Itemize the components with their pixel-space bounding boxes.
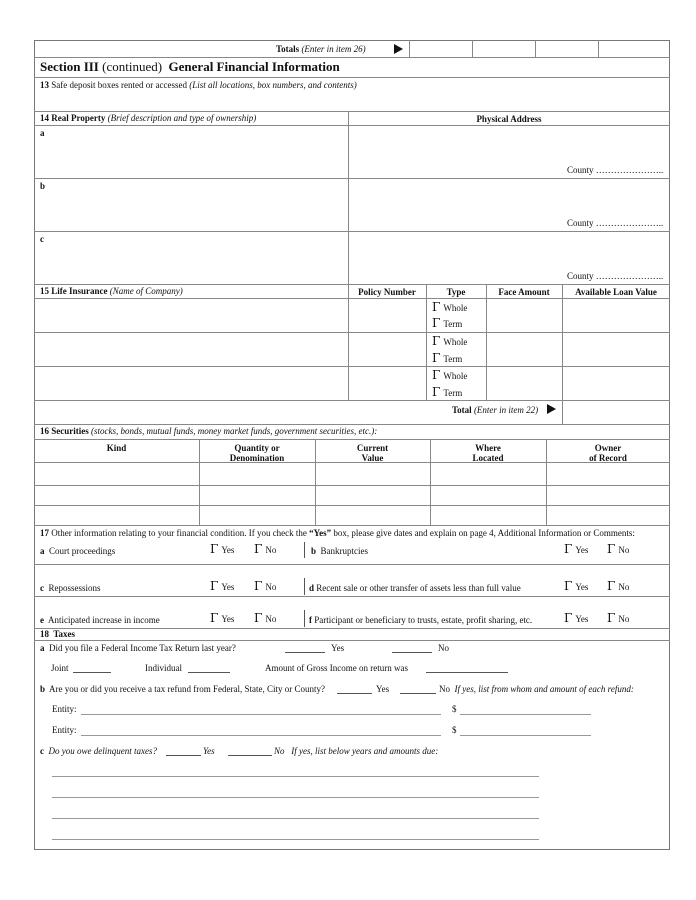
- individual-label: Individual: [145, 663, 182, 673]
- insurance-3-whole-checkbox[interactable]: [432, 370, 467, 382]
- tax-c-hint: If yes, list below years and amounts due:: [291, 746, 439, 756]
- checkbox-icon: Γ: [564, 542, 573, 556]
- item17-intro-pre: Other information relating to your financial condition. If you check the: [51, 528, 310, 538]
- checkbox-icon: Γ: [254, 611, 263, 625]
- insurance-3-face-amount[interactable]: [487, 367, 561, 400]
- totals-cell-4[interactable]: [599, 41, 669, 57]
- question-f: [309, 615, 532, 626]
- face-amount-header: Face Amount: [498, 287, 550, 297]
- question-d-no-checkbox[interactable]: [607, 581, 629, 593]
- tax-b-hint: If yes, list from whom and amount of each refund:: [454, 684, 634, 694]
- property-row-a-letter: a: [40, 128, 45, 138]
- question-e-no-checkbox[interactable]: [254, 613, 276, 625]
- checkbox-icon: Γ: [607, 579, 616, 593]
- tax-b-yes-label: Yes: [376, 684, 390, 694]
- item18-number: 18: [40, 629, 49, 639]
- current-value-header: [315, 443, 430, 463]
- question-b: [311, 546, 368, 557]
- tax-a-no-blank[interactable]: [392, 643, 432, 653]
- item16-number: 16: [40, 426, 49, 436]
- question-text: Are you or did you receive a tax refund from Federal, State, City or County?: [49, 684, 325, 694]
- joint-label: Joint: [51, 663, 69, 673]
- question-letter: a: [40, 643, 45, 653]
- question-letter: f: [309, 615, 312, 625]
- yes-label: Yes: [575, 614, 589, 624]
- securities-row-1[interactable]: [35, 463, 669, 484]
- checkbox-icon: Γ: [607, 611, 616, 625]
- delinquent-taxes-line-2[interactable]: [52, 797, 539, 798]
- entity-2-field[interactable]: [81, 735, 441, 736]
- insurance-3-company[interactable]: [35, 367, 347, 400]
- checkbox-icon: Γ: [564, 579, 573, 593]
- tax-a-no-label: No: [438, 643, 449, 653]
- insurance-1-loan-value[interactable]: [563, 299, 669, 331]
- delinquent-taxes-line-1[interactable]: [52, 776, 539, 777]
- property-c-description[interactable]: [35, 232, 347, 283]
- tax-a-yes-label: Yes: [331, 643, 345, 653]
- totals-cell-2[interactable]: [473, 41, 534, 57]
- tax-question-a: [40, 643, 236, 654]
- section-title-rest: General Financial Information: [168, 59, 340, 74]
- whole-label: Whole: [443, 371, 468, 381]
- entity-1-field[interactable]: [81, 714, 441, 715]
- yes-label: Yes: [221, 582, 235, 592]
- insurance-total-field[interactable]: [563, 401, 669, 424]
- no-label: No: [618, 614, 630, 624]
- insurance-1-face-amount[interactable]: [487, 299, 561, 331]
- question-c: [40, 583, 101, 594]
- total-hint: (Enter in item 22): [473, 405, 539, 415]
- property-b-county: County …………………..: [567, 218, 664, 228]
- question-b-no-checkbox[interactable]: [607, 544, 629, 556]
- owner-header-line1: Owner: [594, 443, 622, 453]
- totals-cell-3[interactable]: [536, 41, 597, 57]
- whole-label: Whole: [443, 303, 468, 313]
- property-row-b-letter: b: [40, 181, 46, 191]
- checkbox-icon: Γ: [210, 579, 219, 593]
- checkbox-icon: Γ: [432, 368, 441, 382]
- tax-b-yes-blank[interactable]: [337, 684, 372, 694]
- insurance-2-company[interactable]: [35, 333, 347, 366]
- gross-income-blank[interactable]: [426, 663, 508, 673]
- entity-2-amount-field[interactable]: [460, 735, 591, 736]
- arrow-right-icon: [547, 404, 556, 414]
- checkbox-icon: Γ: [432, 334, 441, 348]
- checkbox-icon: Γ: [210, 542, 219, 556]
- where-located-header-line2: Located: [472, 453, 504, 463]
- item13-number: 13: [40, 80, 49, 90]
- safe-deposit-field[interactable]: [35, 92, 669, 109]
- entity-1-label: Entity:: [52, 704, 77, 714]
- owner-header-line2: of Record: [589, 453, 627, 463]
- item16-label: [40, 426, 377, 437]
- entity-2-dollar: $: [452, 725, 457, 735]
- totals-cell-1[interactable]: [410, 41, 471, 57]
- checkbox-icon: Γ: [607, 542, 616, 556]
- checkbox-icon: Γ: [432, 316, 441, 330]
- tax-question-c: [40, 746, 157, 757]
- insurance-2-face-amount[interactable]: [487, 333, 561, 366]
- entity-1-dollar: $: [452, 704, 457, 714]
- insurance-2-whole-checkbox[interactable]: [432, 336, 467, 348]
- individual-blank[interactable]: [188, 663, 230, 673]
- kind-header: [34, 443, 199, 453]
- item18-text: Taxes: [53, 629, 76, 639]
- securities-row-2[interactable]: [35, 486, 669, 505]
- tax-c-no-label: No: [274, 746, 285, 756]
- section-title-bold: Section III: [40, 59, 99, 74]
- tax-c-no-and-hint: [274, 746, 438, 757]
- arrow-right-icon: [394, 44, 403, 54]
- tax-c-yes-blank[interactable]: [166, 746, 201, 756]
- insurance-1-company[interactable]: [35, 299, 347, 331]
- question-e: [40, 615, 160, 626]
- where-located-header-line1: Where: [475, 443, 501, 453]
- tax-question-b: [40, 684, 325, 695]
- item13-hint: (List all locations, box numbers, and contents): [189, 80, 357, 90]
- checkbox-icon: Γ: [254, 542, 263, 556]
- term-label: Term: [443, 319, 463, 329]
- section-title-normal: (continued): [102, 59, 163, 74]
- item14-label: [40, 113, 256, 124]
- question-d: [309, 583, 521, 594]
- item15-number: 15: [40, 286, 49, 296]
- checkbox-icon: Γ: [432, 385, 441, 399]
- current-value-header-line1: Current: [356, 443, 389, 453]
- tax-a-yes-blank[interactable]: [285, 643, 325, 653]
- available-loan-value-header: Available Loan Value: [575, 287, 657, 297]
- question-a-no-checkbox[interactable]: [254, 544, 276, 556]
- insurance-2-term-checkbox[interactable]: [432, 353, 462, 365]
- totals-text: Totals: [276, 44, 300, 54]
- kind-header-text: Kind: [106, 443, 127, 453]
- no-label: No: [618, 545, 630, 555]
- item14-number: 14: [40, 113, 49, 123]
- term-label: Term: [443, 388, 463, 398]
- securities-row-3[interactable]: [35, 506, 669, 525]
- question-f-no-checkbox[interactable]: [607, 613, 629, 625]
- item15-hint: (Name of Company): [109, 286, 183, 296]
- totals-label: [276, 44, 366, 55]
- insurance-3-term-checkbox[interactable]: [432, 387, 462, 399]
- question-letter: b: [311, 546, 317, 556]
- insurance-3-loan-value[interactable]: [563, 367, 669, 400]
- question-c-no-checkbox[interactable]: [254, 581, 276, 593]
- tax-b-no-and-hint: [439, 684, 634, 695]
- item17-intro: [40, 528, 635, 539]
- yes-label: Yes: [221, 614, 235, 624]
- property-a-description[interactable]: [35, 126, 347, 177]
- owner-header: [546, 443, 670, 463]
- item14-hint: (Brief description and type of ownership): [107, 113, 257, 123]
- tax-c-no-blank[interactable]: [228, 746, 272, 756]
- question-a: [40, 546, 115, 557]
- item14-text: Real Property: [51, 113, 106, 123]
- checkbox-icon: Γ: [254, 579, 263, 593]
- item17-number: 17: [40, 528, 49, 538]
- where-located-header: [430, 443, 546, 463]
- quantity-header-line2: Denomination: [229, 453, 285, 463]
- question-letter: c: [40, 583, 44, 593]
- item13-text: Safe deposit boxes rented or accessed: [51, 80, 187, 90]
- quantity-header: [199, 443, 315, 463]
- tax-c-yes-label: Yes: [203, 746, 215, 756]
- type-header: Type: [446, 287, 466, 297]
- question-letter: b: [40, 684, 46, 694]
- question-text: Participant or beneficiary to trusts, estate, profit sharing, etc.: [314, 615, 533, 625]
- property-row-c-letter: c: [40, 234, 44, 244]
- no-label: No: [265, 582, 277, 592]
- property-c-county: County …………………..: [567, 271, 664, 281]
- delinquent-taxes-line-4[interactable]: [52, 839, 539, 840]
- no-label: No: [265, 545, 277, 555]
- policy-number-header: Policy Number: [358, 287, 416, 297]
- checkbox-icon: Γ: [432, 300, 441, 314]
- property-b-description[interactable]: [35, 179, 347, 230]
- insurance-total-label: [452, 405, 538, 416]
- question-text: Do you owe delinquent taxes?: [48, 746, 157, 756]
- physical-address-header: Physical Address: [476, 114, 542, 124]
- insurance-1-policy-number[interactable]: [349, 299, 425, 331]
- item15-label: [40, 286, 183, 297]
- question-letter: c: [40, 746, 44, 756]
- term-label: Term: [443, 354, 463, 364]
- item13-label: [40, 80, 357, 91]
- insurance-1-term-checkbox[interactable]: [432, 318, 462, 330]
- insurance-2-policy-number[interactable]: [349, 333, 425, 366]
- question-c-yes-checkbox[interactable]: [210, 581, 234, 593]
- question-text: Anticipated increase in income: [48, 615, 160, 625]
- joint-blank[interactable]: [73, 663, 111, 673]
- question-d-yes-checkbox[interactable]: [564, 581, 588, 593]
- question-letter: a: [40, 546, 45, 556]
- gross-income-label: Amount of Gross Income on return was: [265, 663, 408, 673]
- question-text: Did you file a Federal Income Tax Return last year?: [49, 643, 236, 653]
- question-letter: d: [309, 583, 315, 593]
- question-text: Bankruptcies: [320, 546, 369, 556]
- section-title: [40, 58, 340, 75]
- no-label: No: [618, 582, 630, 592]
- question-a-yes-checkbox[interactable]: [210, 544, 234, 556]
- insurance-1-whole-checkbox[interactable]: [432, 302, 467, 314]
- total-text: Total: [452, 405, 472, 415]
- insurance-2-loan-value[interactable]: [563, 333, 669, 366]
- yes-label: Yes: [221, 545, 235, 555]
- question-letter: e: [40, 615, 44, 625]
- entity-2-label: Entity:: [52, 725, 77, 735]
- question-text: Court proceedings: [49, 546, 116, 556]
- checkbox-icon: Γ: [432, 351, 441, 365]
- yes-label: Yes: [575, 582, 589, 592]
- item18-label: [40, 629, 75, 640]
- current-value-header-line2: Value: [361, 453, 384, 463]
- item16-hint: (stocks, bonds, mutual funds, money market funds, government securities, etc.):: [91, 426, 378, 436]
- insurance-3-policy-number[interactable]: [349, 367, 425, 400]
- tax-b-no-blank[interactable]: [400, 684, 436, 694]
- property-a-county: County …………………..: [567, 165, 664, 175]
- item17-intro-post: box, please give dates and explain on page 4, Additional Information or Comments:: [331, 528, 635, 538]
- checkbox-icon: Γ: [564, 611, 573, 625]
- entity-1-amount-field[interactable]: [460, 714, 591, 715]
- item17-intro-yes: “Yes”: [309, 528, 332, 538]
- question-text: Recent sale or other transfer of assets less than full value: [316, 583, 521, 593]
- question-b-yes-checkbox[interactable]: [564, 544, 588, 556]
- yes-label: Yes: [575, 545, 589, 555]
- question-e-yes-checkbox[interactable]: [210, 613, 234, 625]
- no-label: No: [265, 614, 277, 624]
- tax-b-no-label: No: [439, 684, 450, 694]
- delinquent-taxes-line-3[interactable]: [52, 818, 539, 819]
- question-f-yes-checkbox[interactable]: [564, 613, 588, 625]
- item16-text: Securities: [51, 426, 89, 436]
- totals-hint: (Enter in item 26): [301, 44, 366, 54]
- whole-label: Whole: [443, 337, 468, 347]
- item15-text: Life Insurance: [51, 286, 108, 296]
- question-text: Repossessions: [48, 583, 101, 593]
- quantity-header-line1: Quantity or: [234, 443, 280, 453]
- checkbox-icon: Γ: [210, 611, 219, 625]
